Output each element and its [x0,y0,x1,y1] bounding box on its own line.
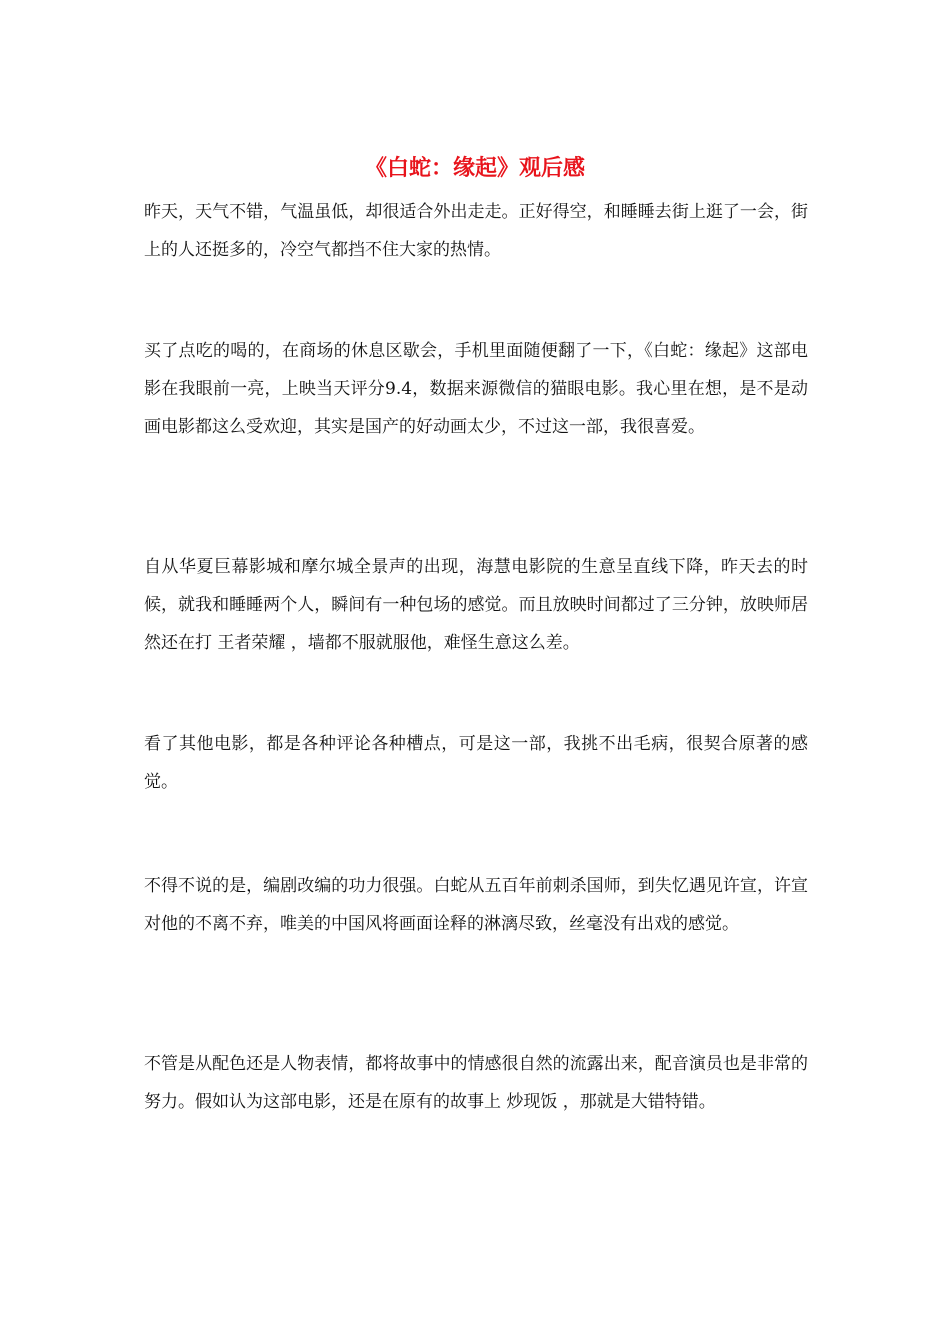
paragraph-2: 买了点吃的喝的，在商场的休息区歇会，手机里面随便翻了一下，《白蛇：缘起》这部电影在我眼前一亮，上映当天评分9.4，数据来源微信的猫眼电影。我心里在想，是不是动画电影都这么受欢迎，其实是国产的好动画太少，不过这一部，我很喜爱。 [144,341,808,437]
paragraph-1: 昨天，天气不错，气温虽低，却很适合外出走走。正好得空，和睡睡去街上逛了一会，街上的人还挺多的，冷空气都挡不住大家的热情。 [144,202,808,260]
paragraph-6: 不管是从配色还是人物表情，都将故事中的情感很自然的流露出来，配音演员也是非常的努力。假如认为这部电影，还是在原有的故事上 炒现饭 ，那就是大错特错。 [144,1054,808,1112]
paragraph-4: 看了其他电影，都是各种评论各种槽点，可是这一部，我挑不出毛病，很契合原著的感觉。 [144,734,808,792]
paragraph-5: 不得不说的是，编剧改编的功力很强。白蛇从五百年前刺杀国师，到失忆遇见许宣，许宣对他的不离不弃，唯美的中国风将画面诠释的淋漓尽致，丝毫没有出戏的感觉。 [144,876,808,934]
paragraph-3: 自从华夏巨幕影城和摩尔城全景声的出现，海慧电影院的生意呈直线下降，昨天去的时候，就我和睡睡两个人，瞬间有一种包场的感觉。而且放映时间都过了三分钟，放映师居然还在打 王者荣耀 ，墙都不服就服他，难怪生意这么差。 [144,557,808,653]
document-title: 《白蛇：缘起》观后感 [364,155,585,181]
